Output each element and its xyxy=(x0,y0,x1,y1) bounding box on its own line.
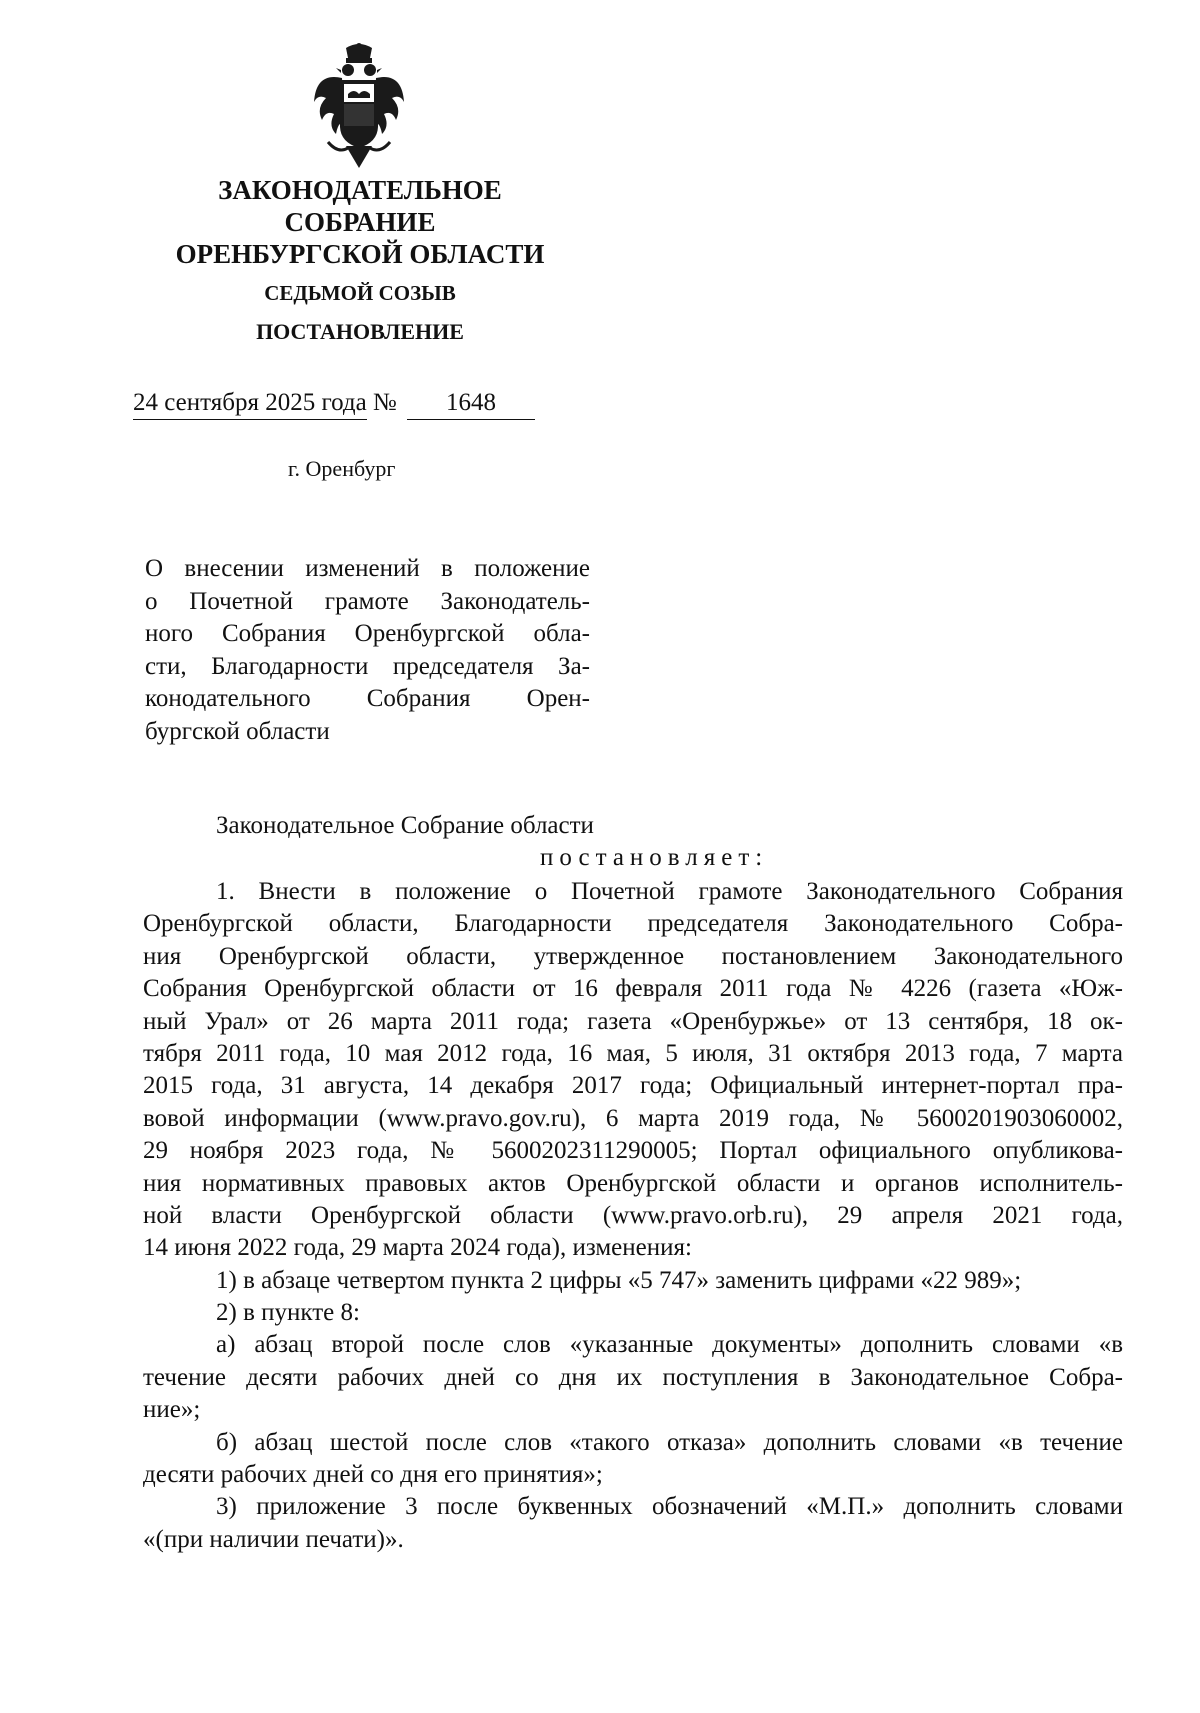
org-line-3: ОРЕНБУРГСКОЙ ОБЛАСТИ xyxy=(175,239,545,269)
body-line: а) абзац второй после слов «указанные документы» дополнить словами «в xyxy=(216,1331,1123,1359)
title-line: ного Собрания Оренбургской обла- xyxy=(145,620,590,647)
body-line: ния нормативных правовых актов Оренбургской области и органов исполнитель- xyxy=(143,1169,1123,1197)
body-line: 1. Внести в положение о Почетной грамоте Законодательного Собрания xyxy=(216,878,1123,905)
document-title xyxy=(145,553,590,748)
body-line: ние»; xyxy=(143,1396,201,1424)
org-line-2: СОБРАНИЕ xyxy=(284,207,436,237)
convocation: СЕДЬМОЙ СОЗЫВ xyxy=(264,281,456,305)
body-line: «(при наличии печати)». xyxy=(143,1525,404,1553)
body-line: 2015 года, 31 августа, 14 декабря 2017 года; Официальный интернет-портал пра- xyxy=(143,1072,1123,1100)
document-number: 1648 xyxy=(407,388,535,420)
resolution-body xyxy=(143,876,1123,1556)
body-line: 29 ноября 2023 года, № 5600202311290005; Портал официального опубликова- xyxy=(143,1137,1123,1165)
body-line: ной власти Оренбургской области (www.pravo.orb.ru), 29 апреля 2021 года, xyxy=(143,1201,1123,1229)
title-line: о Почетной грамоте Законодатель- xyxy=(145,587,590,615)
date-number-line xyxy=(133,388,535,420)
body-line: тября 2011 года, 10 мая 2012 года, 16 мая, 5 июля, 31 октября 2013 года, 7 марта xyxy=(143,1039,1123,1067)
preamble: Законодательное Собрание области xyxy=(216,812,594,839)
body-line: ный Урал» от 26 марта 2011 года; газета «Оренбуржье» от 13 сентября, 18 ок- xyxy=(143,1007,1123,1035)
title-line: конодательного Собрания Орен- xyxy=(145,685,590,712)
organization-name xyxy=(140,174,580,270)
title-line: О внесении изменений в положение xyxy=(145,555,590,582)
number-sign: № xyxy=(372,389,397,416)
body-line: 3) приложение 3 после буквенных обозначений «М.П.» дополнить словами xyxy=(216,1493,1123,1521)
document-date: 24 сентября 2025 года xyxy=(133,388,367,420)
body-line: 1) в абзаце четвертом пункта 2 цифры «5 747» заменить цифрами «22 989»; xyxy=(216,1266,1022,1294)
body-line: 14 июня 2022 года, 29 марта 2024 года), изменения: xyxy=(143,1234,692,1262)
document-type: ПОСТАНОВЛЕНИЕ xyxy=(256,319,464,344)
title-line: бургской области xyxy=(145,717,330,745)
org-line-1: ЗАКОНОДАТЕЛЬНОЕ xyxy=(218,175,502,205)
body-line: Оренбургской области, Благодарности председателя Законодательного Собра- xyxy=(143,910,1123,938)
oblast-coat-of-arms-icon xyxy=(308,42,410,172)
body-line: Собрания Оренбургской области от 16 февраля 2011 года № 4226 (газета «Юж- xyxy=(143,975,1123,1003)
body-line: ния Оренбургской области, утвержденное постановлением Законодательного xyxy=(143,942,1123,970)
title-line: сти, Благодарности председателя За- xyxy=(145,652,590,680)
body-line: течение десяти рабочих дней со дня их поступления в Законодательное Собра- xyxy=(143,1363,1123,1391)
body-line: десяти рабочих дней со дня его принятия»; xyxy=(143,1461,603,1489)
body-line: б) абзац шестой после слов «такого отказа» дополнить словами «в течение xyxy=(216,1428,1123,1456)
resolves-word: постановляет: xyxy=(540,844,769,871)
city: г. Оренбург xyxy=(288,456,396,481)
body-line: вовой информации (www.pravo.gov.ru), 6 марта 2019 года, № 5600201903060002, xyxy=(143,1104,1123,1132)
body-line: 2) в пункте 8: xyxy=(216,1299,360,1327)
